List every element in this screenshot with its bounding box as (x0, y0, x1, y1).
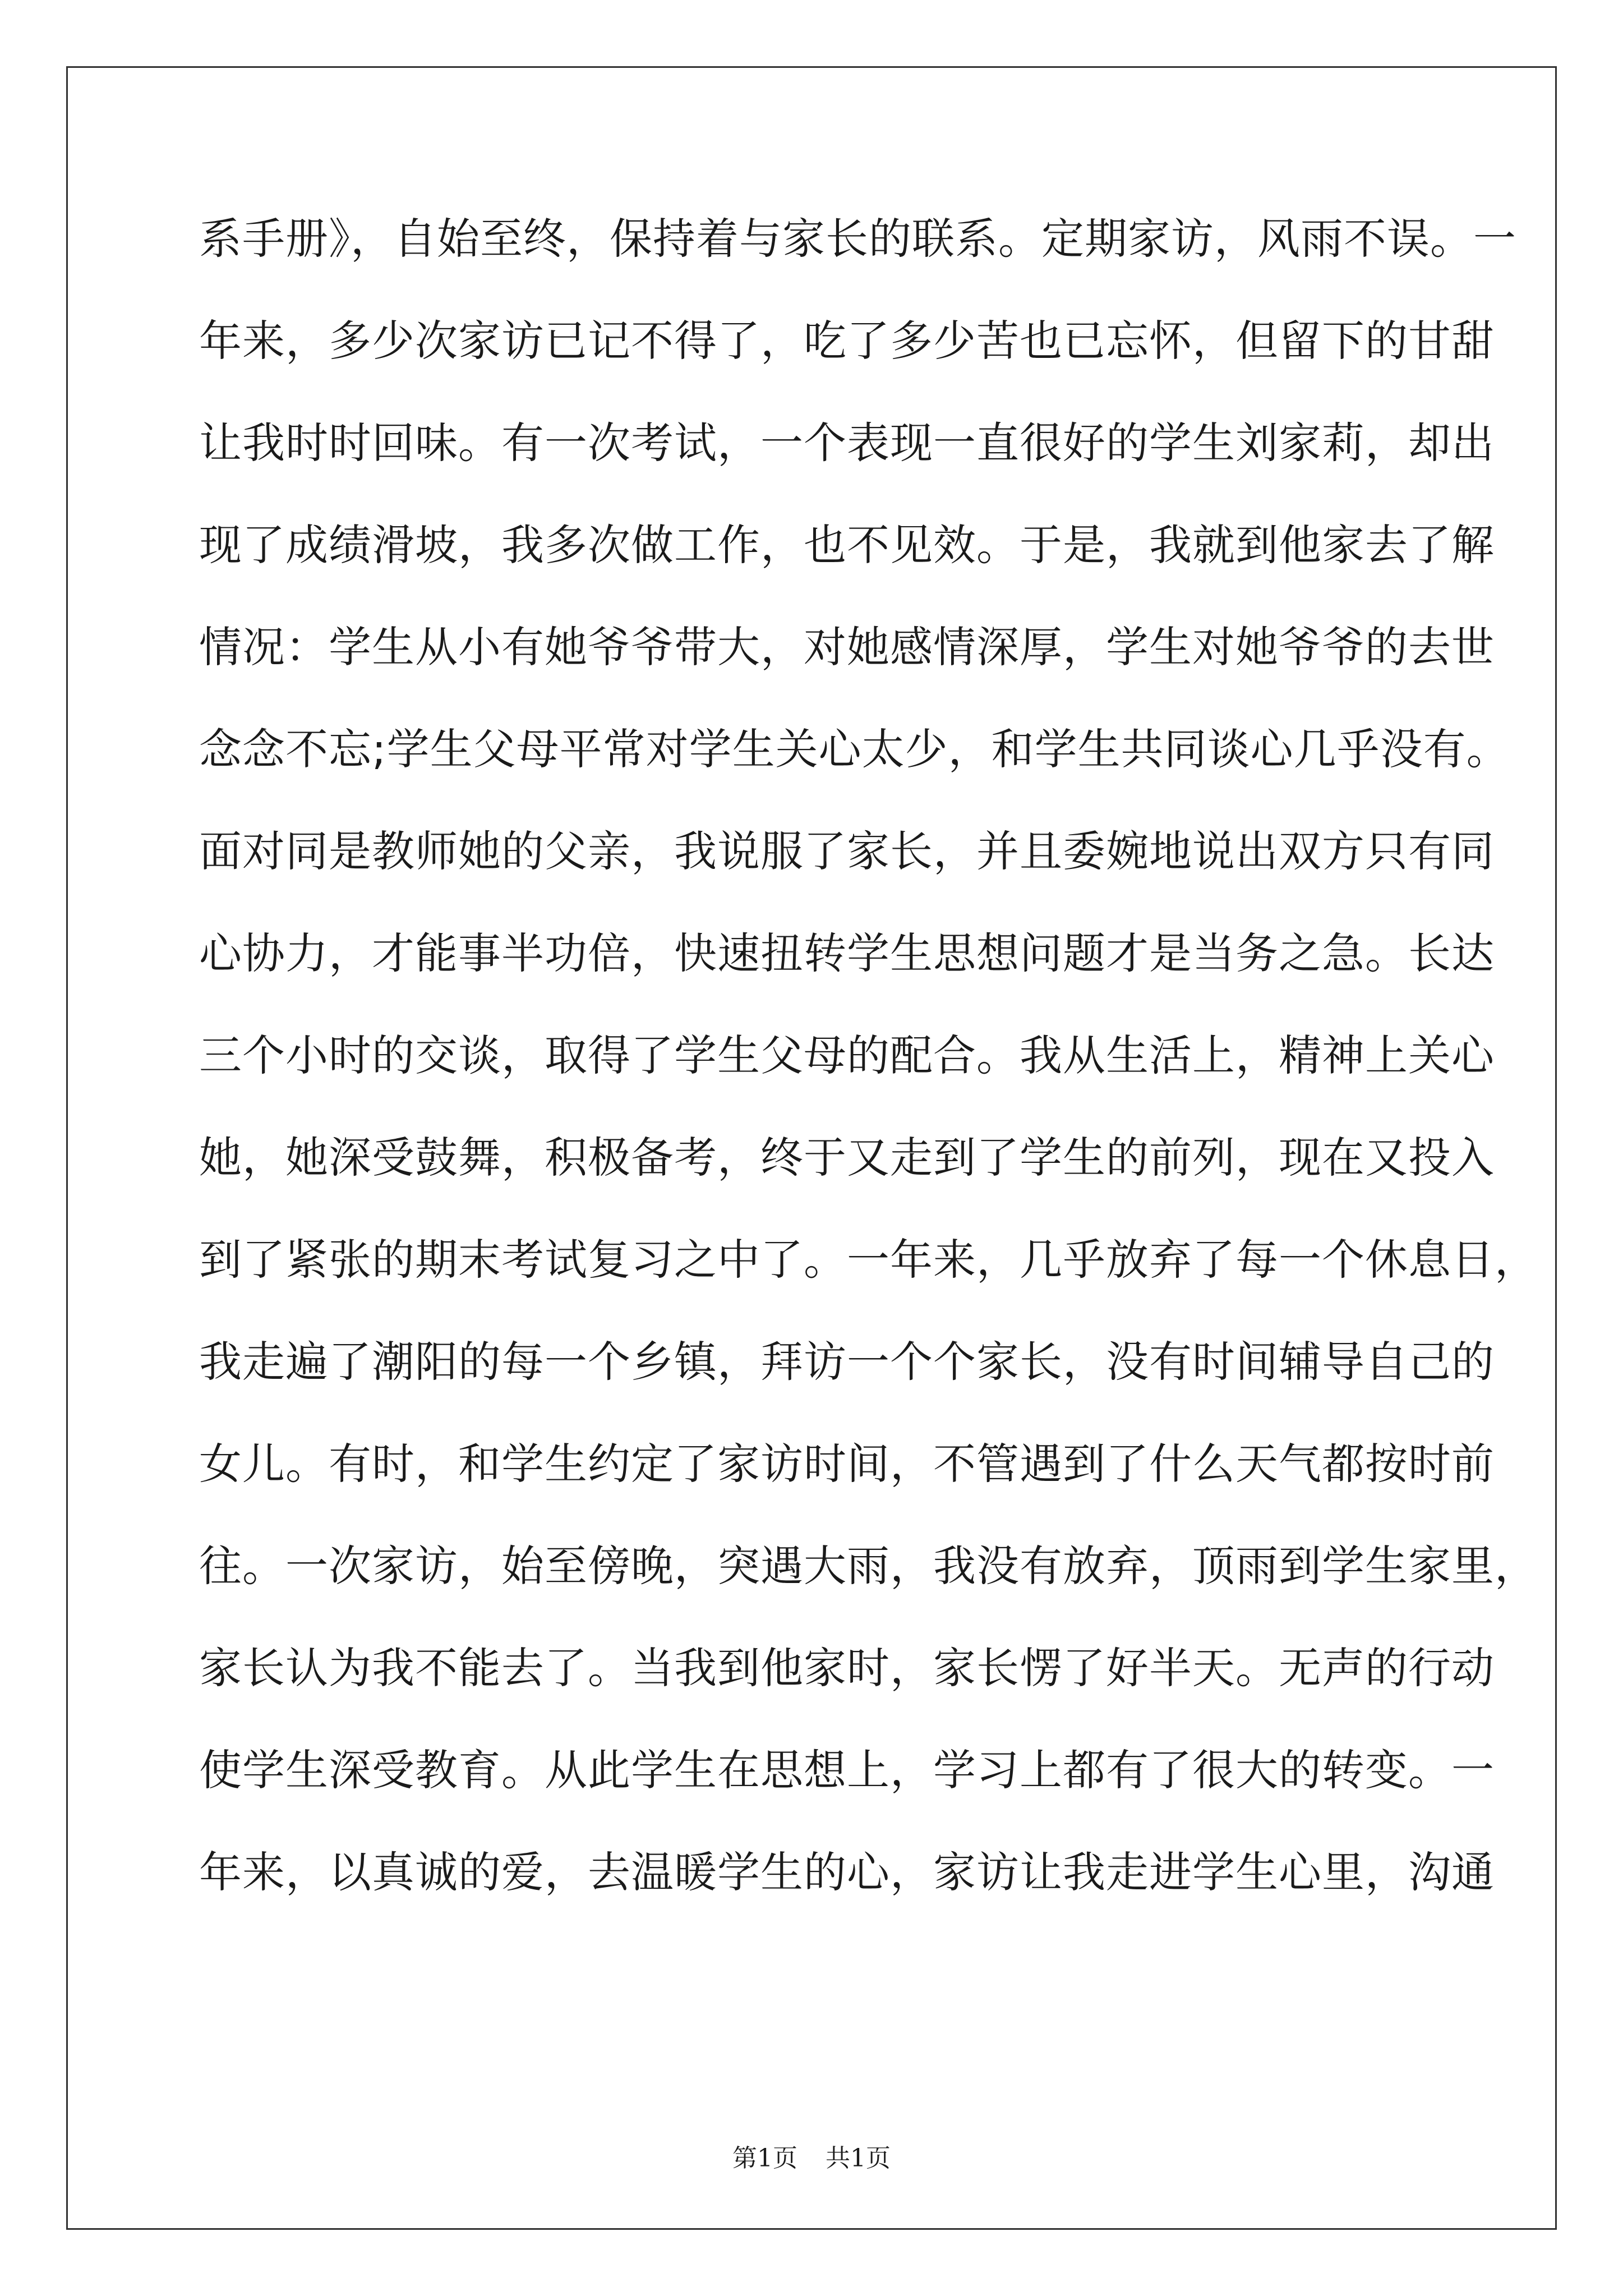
document-body (199, 211, 1538, 1947)
text-line: 念念不忘;学生父母平常对学生关心太少，和学生共同谈心几乎没有。 (199, 724, 1510, 774)
page-number-total: 共1页 (826, 2144, 891, 2173)
text-line: 家长认为我不能去了。当我到他家时，家长愣了好半天。无声的行动 (199, 1643, 1495, 1693)
page-number-current: 第1页 (732, 2144, 797, 2173)
text-line: 我走遍了潮阳的每一个乡镇，拜访一个个家长，没有时间辅导自己的 (199, 1337, 1495, 1387)
text-line: 系手册》，自始至终，保持着与家长的联系。定期家访，风雨不误。一 (199, 214, 1516, 264)
text-line: 情况：学生从小有她爷爷带大，对她感情深厚，学生对她爷爷的去世 (199, 622, 1495, 672)
page-footer (0, 2142, 1623, 2175)
text-line: 她，她深受鼓舞，积极备考，终于又走到了学生的前列，现在又投入 (199, 1133, 1495, 1182)
text-line: 年来，以真诚的爱，去温暖学生的心，家访让我走进学生心里，沟通 (199, 1847, 1495, 1897)
text-line: 往。一次家访，始至傍晚，突遇大雨，我没有放弃，顶雨到学生家里， (199, 1541, 1538, 1591)
text-line: 女儿。有时，和学生约定了家访时间，不管遇到了什么天气都按时前 (199, 1439, 1495, 1489)
text-line: 面对同是教师她的父亲，我说服了家长，并且委婉地说出双方只有同 (199, 826, 1495, 876)
text-line: 到了紧张的期末考试复习之中了。一年来，几乎放弃了每一个休息日， (199, 1235, 1538, 1285)
text-line: 年来，多少次家访已记不得了，吃了多少苦也已忘怀，但留下的甘甜 (199, 316, 1495, 366)
text-line: 心协力，才能事半功倍，快速扭转学生思想问题才是当务之急。长达 (199, 928, 1495, 978)
text-line: 让我时时回味。有一次考试，一个表现一直很好的学生刘家莉，却出 (199, 418, 1495, 468)
text-line: 使学生深受教育。从此学生在思想上，学习上都有了很大的转变。一 (199, 1745, 1495, 1795)
text-line: 三个小时的交谈，取得了学生父母的配合。我从生活上，精神上关心 (199, 1030, 1495, 1080)
text-line: 现了成绩滑坡，我多次做工作，也不见效。于是，我就到他家去了解 (199, 520, 1495, 570)
